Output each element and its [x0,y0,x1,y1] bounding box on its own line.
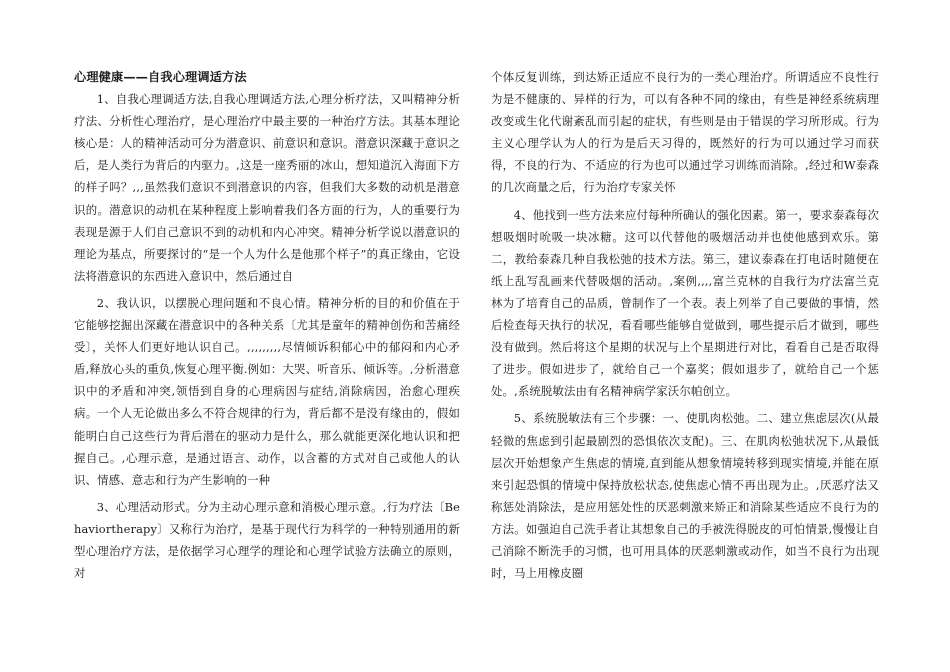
document-title: 心理健康——自我心理调适方法 [74,70,247,84]
paragraph-4: 4、他找到一些方法来应付每种所确认的强化因素。第一，要求泰森每次想吸烟时吮吸一块冰糖。这可以代替他的吸烟活动并也使他感到欢乐。第二，教给泰森几种自我松弛的技术方法。第三，建议泰森在打电话时随便在纸上乱写乱画来代替吸烟的活动。,案例,,,,富兰克林的自我行为疗法富兰克林为了培育自己的品质，曾制作了一个表。表上列举了自己要做的事情，然后检查每天执行的状况，看看哪些能够自觉做到，哪些提示后才做到，哪些没有做到。然后将这个星期的状况与上个星期进行对比，看看自己是否取得了进步。假如进步了，就给自己一个嘉奖；假如退步了，就给自己一个惩处。,系统脱敏法由有名精神病学家沃尔帕创立。 [491,207,879,399]
paragraph-2: 2、我认识，以摆脱心理问题和不良心情。精神分析的目的和价值在于它能够挖掘出深藏在潜意识中的各种关系〔尤其是童年的精神创伤和苦痛经受〕，关怀人们更好地认识自己。,,,,,,,,,尽情倾诉积郁心中的郁闷和内心矛盾,释放心头的重负,恢复心理平衡.例如：大哭、听音乐、倾诉等。,分析潜意识中的矛盾和冲突,领悟到自身的心理病因与症结,消除病因，治愈心理疾病。一个人无论做出多么不符合规律的行为，背后都不是没有缘由的，假如能明白自己这些行为背后潜在的驱动力是什么，那么就能更深化地认识和把握自己。,心理示意，是通过语言、动作，以含蓄的方式对自己或他人的认识、情感、意志和行为产生影响的一种 [74,295,460,487]
right-column [491,66,879,584]
paragraph-1: 1、自我心理调适方法,自我心理调适方法,心理分析疗法，又叫精神分析疗法、分析性心理治疗，是心理治疗中最主要的一种治疗方法。其基本理论核心是：人的精神活动可分为潜意识、前意识和意识。潜意识深藏于意识之后，是人类行为背后的内驱力。,这是一座秀丽的冰山，想知道沉入海面下方的样子吗？,,,虽然我们意识不到潜意识的内容，但我们大多数的动机是潜意识的。潜意识的动机在某种程度上影响着我们各方面的行为，人的重要行为表现是源于人们自己意识不到的动机和内心冲突。精神分析学说以潜意识的理论为基点，所要探讨的“是一个人为什么是他那个样子”的真正缘由，它设法将潜意识的东西进入意识中，然后通过自 [74,92,460,283]
paragraph-3: 3、心理活动形式。分为主动心理示意和消极心理示意。,行为疗法〔Behaviortherapy〕又称行为治疗，是基于现代行为科学的一种特别通用的新型心理治疗方法，是依据学习心理学的理论和心理学试验方法确立的原则，对 [74,499,460,581]
left-column [74,66,460,584]
paragraph-3-continued: 个体反复训练，到达矫正适应不良行为的一类心理治疗。所谓适应不良性行为是不健康的、异样的行为，可以有各种不同的缘由，有些是神经系统病理改变或生化代谢紊乱而引起的症状，有些则是由于错误的学习所形成。行为主义心理学认为人的行为是后天习得的，既然好的行为可以通过学习而获得，不良的行为、不适应的行为也可以通过学习训练而消除。,经过和W泰森的几次商量之后，行为治疗专家关怀 [491,70,879,195]
paragraph-5: 5、系统脱敏法有三个步骤：一、使肌肉松弛。二、建立焦虑层次(从最轻微的焦虑到引起最剧烈的恐惧依次支配)。三、在肌肉松弛状况下,从最低层次开始想象产生焦虑的情境,直到能从想象情境转移到现实情境,并能在原来引起恐惧的情境中保持放松状态,使焦虑心情不再出现为止。,厌恶疗法又称惩处消除法，是应用惩处性的厌恶刺激来矫正和消除某些适应不良行为的方法。如强迫自己洗手者让其想象自己的手被洗得脱皮的可怕情景,慢慢让自己消除不断洗手的习惯，也可用具体的厌恶刺激或动作，如当不良行为出现时，马上用橡皮圈 [491,411,879,581]
